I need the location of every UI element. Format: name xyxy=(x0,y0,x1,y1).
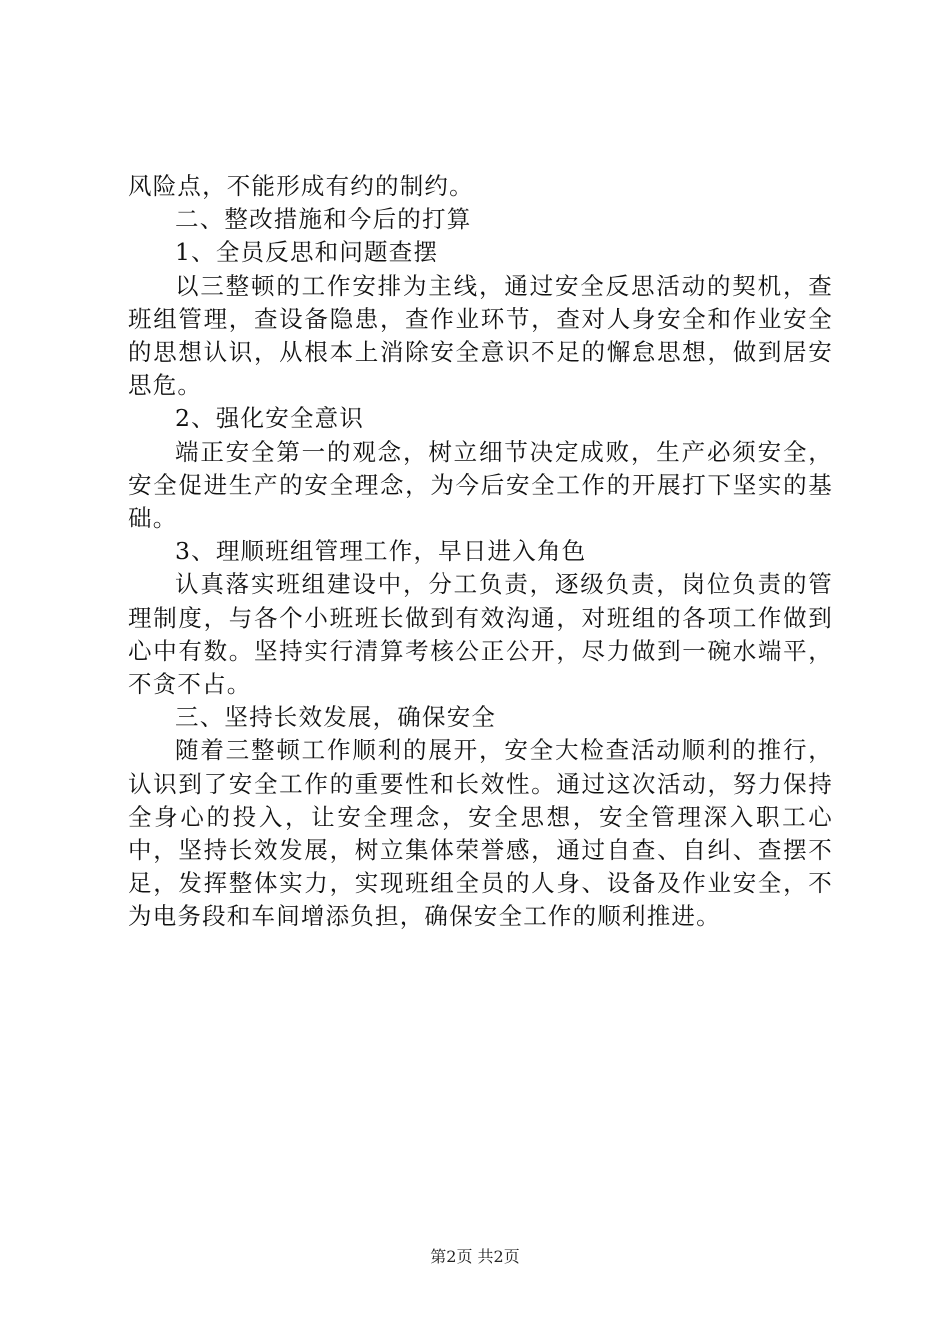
page-number: 第2页 共2页 xyxy=(430,1247,520,1266)
section-heading: 二、整改措施和今后的打算 xyxy=(175,205,472,234)
paragraph: 端正安全第一的观念，树立细节决定成败，生产必须安全，安全促进生产的安全理念，为今后安全工作的开展打下坚实的基础。 xyxy=(128,437,833,533)
subsection-heading: 1、全员反思和问题查摆 xyxy=(175,238,439,267)
paragraph: 随着三整顿工作顺利的展开，安全大检查活动顺利的推行，认识到了安全工作的重要性和长效性。通过这次活动，努力保持全身心的投入，让安全理念，安全思想，安全管理深入职工心中，坚持长效发展，树立集体荣誉感，通过自查、自纠、查摆不足，发挥整体实力，实现班组全员的人身、设备及作业安全，不为电务段和车间增添负担，确保安全工作的顺利推进。 xyxy=(128,736,833,931)
subsection-heading: 3、理顺班组管理工作，早日进入角色 xyxy=(175,537,587,566)
section-heading: 三、坚持长效发展，确保安全 xyxy=(175,703,497,732)
document-body xyxy=(128,170,833,934)
subsection-heading: 2、强化安全意识 xyxy=(175,404,365,433)
page-footer xyxy=(0,1244,950,1267)
paragraph: 风险点，不能形成有约的制约。 xyxy=(128,172,474,200)
paragraph: 认真落实班组建设中，分工负责，逐级负责，岗位负责的管理制度，与各个小班班长做到有效沟通，对班组的各项工作做到心中有数。坚持实行清算考核公正公开，尽力做到一碗水端平，不贪不占。 xyxy=(128,570,833,699)
paragraph: 以三整顿的工作安排为主线，通过安全反思活动的契机，查班组管理，查设备隐患，查作业环节，查对人身安全和作业安全的思想认识，从根本上消除安全意识不足的懈怠思想，做到居安思危。 xyxy=(128,271,833,400)
